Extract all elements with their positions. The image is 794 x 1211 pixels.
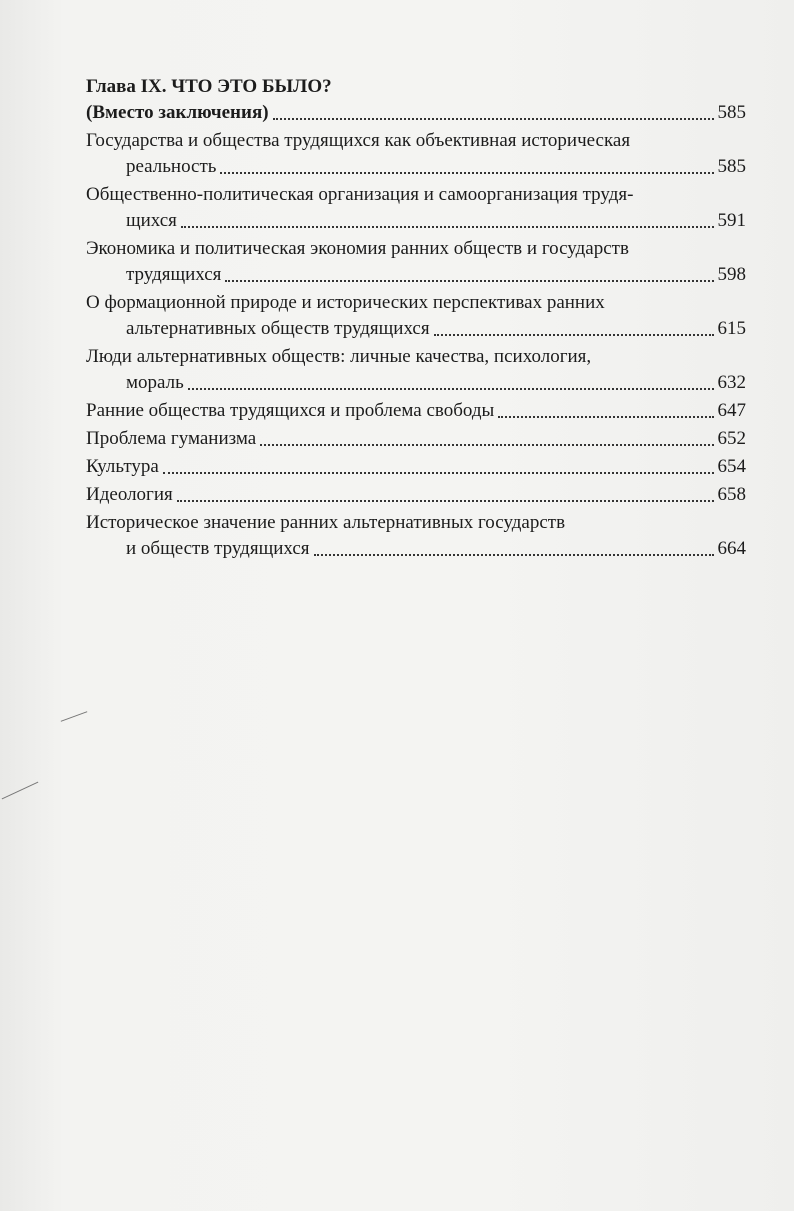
pencil-mark [2,782,39,800]
page-number: 658 [717,484,746,505]
chapter-subtitle: (Вместо заключения) [86,102,269,123]
entry-line: Историческое значение ранних альтернативных государств [86,512,566,533]
toc-entry [86,128,746,180]
toc-entry [86,510,746,562]
leader-dots [314,554,714,556]
page-number: 591 [717,210,746,231]
leader-dots [177,500,714,502]
entry-line: альтернативных обществ трудящихся [126,318,430,339]
page-number: 664 [717,538,746,559]
entry-line: Идеология [86,484,173,505]
page-number: 615 [717,318,746,339]
leader-dots [260,444,713,446]
page-number: 654 [717,456,746,477]
toc-entry [86,482,746,508]
entry-line: Ранние общества трудящихся и проблема свободы [86,400,495,421]
page-number: 647 [717,400,746,421]
entry-line: Люди альтернативных обществ: личные качества, психология, [86,346,592,367]
leader-dots [163,472,714,474]
leader-dots [181,226,714,228]
leader-dots [220,172,713,174]
entry-row [86,154,746,180]
entry-line: и обществ трудящихся [126,538,310,559]
pencil-mark [61,711,88,722]
page-number: 598 [717,264,746,285]
entry-line: Культура [86,456,159,477]
page-number: 632 [717,372,746,393]
toc-entry [86,182,746,234]
leader-dots [225,280,713,282]
leader-dots [434,334,714,336]
toc-entry [86,236,746,288]
entry-row [86,316,746,342]
entry-row [86,370,746,396]
entry-row [86,536,746,562]
entry-row [86,208,746,234]
entry-row [86,262,746,288]
toc-entry [86,454,746,480]
toc-entry [86,398,746,424]
page-number: 652 [717,428,746,449]
page-number: 585 [717,102,746,123]
chapter-subtitle-row [86,100,746,126]
chapter-title: Глава IX. ЧТО ЭТО БЫЛО? [86,76,332,97]
entry-line: Проблема гуманизма [86,428,257,449]
entry-line: реальность [126,156,217,177]
toc-entry [86,426,746,452]
toc-entry [86,290,746,342]
entry-line: Общественно-политическая организация и самоорганизация трудя- [86,184,634,205]
entry-line: мораль [126,372,184,393]
entry-line: щихся [126,210,177,231]
chapter-heading [86,74,746,126]
leader-dots [273,118,714,120]
entry-line: трудящихся [126,264,222,285]
entry-line: О формационной природе и исторических перспективах ранних [86,292,605,313]
entry-line: Государства и общества трудящихся как объективная историческая [86,130,631,151]
entry-line: Экономика и политическая экономия ранних обществ и государств [86,238,629,259]
leader-dots [498,416,713,418]
table-of-contents [86,74,746,564]
page-number: 585 [717,156,746,177]
toc-entry [86,344,746,396]
leader-dots [188,388,714,390]
